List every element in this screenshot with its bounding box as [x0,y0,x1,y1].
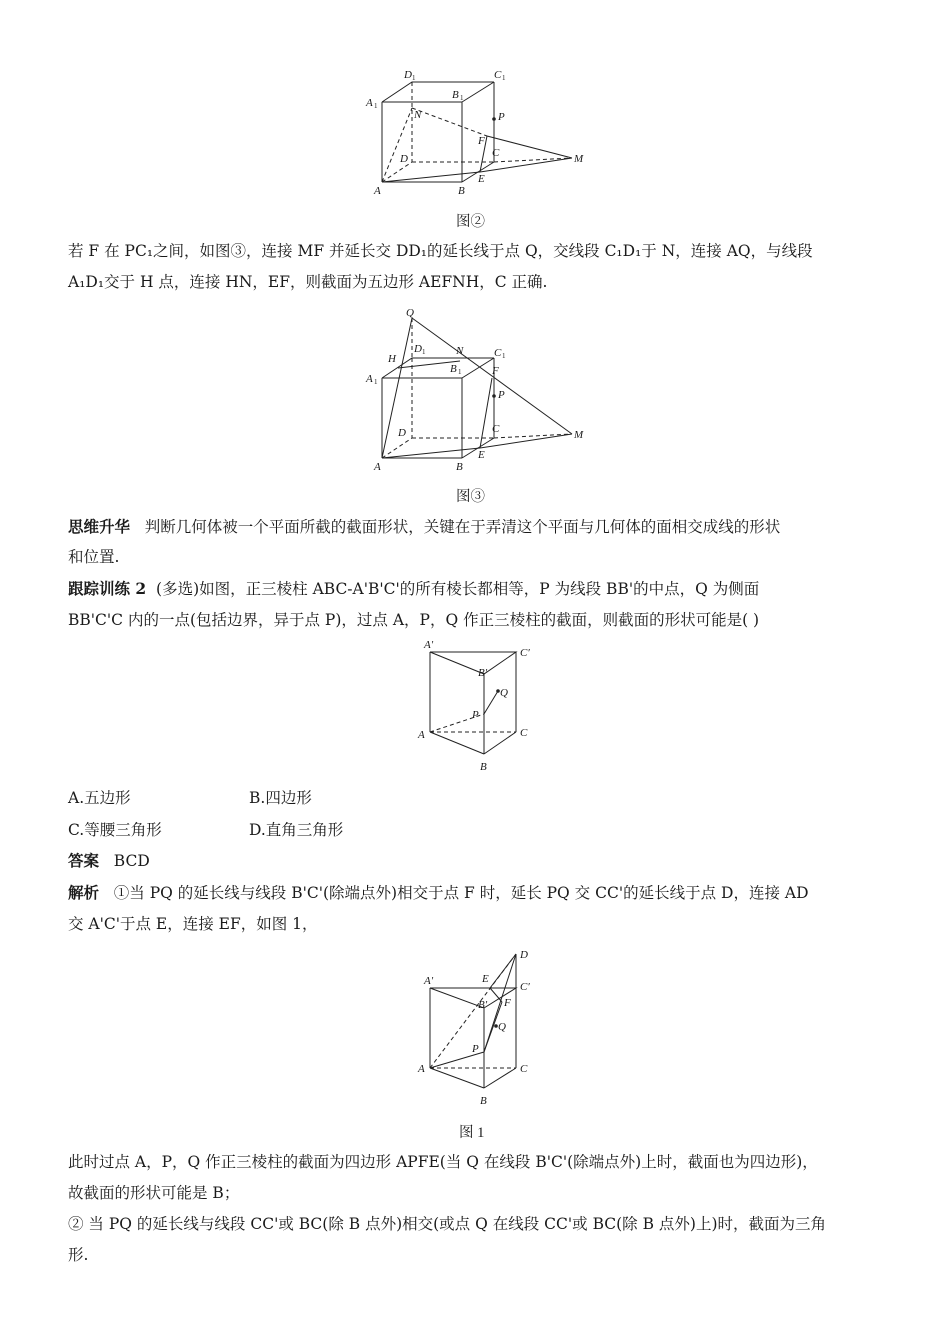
answer-line [68,850,150,872]
exercise-line-2: BB'C'C 内的一点(包括边界，异于点 P)，过点 A，P，Q 作正三棱柱的截面，则截面的形状可能是( ) [68,611,760,629]
label-B-prime: B′ [478,999,488,1011]
label-D: D [520,949,528,961]
label-A: A [374,185,381,197]
analysis-title: 解析 [68,883,100,902]
label-P: P [472,709,479,721]
svg-text:1: 1 [460,94,464,102]
figure-3-cube-diagram [360,306,600,476]
svg-text:1: 1 [458,368,462,376]
figure-3-caption: 图③ [456,489,485,505]
analysis-text: ①当 PQ 的延长线与线段 B'C'(除端点外)相交于点 F 时，延长 PQ 交 CC'的延长线于点 D，连接 AD [113,884,809,902]
label-A1: A [366,373,373,385]
label-D1: D [414,343,422,355]
label-C1: C [494,69,502,81]
insight-title: 思维升华 [68,517,131,536]
label-B: B [480,1095,487,1107]
prism-diagram [412,636,542,776]
label-B: B [480,761,487,773]
label-Q: Q [500,687,508,699]
answer-value: BCD [113,852,150,870]
label-C-prime: C′ [520,647,530,659]
label-C: C [492,147,500,159]
label-A: A [374,461,381,473]
label-D: D [400,153,408,165]
label-C-prime: C′ [520,981,530,993]
label-N: N [456,345,464,357]
label-M: M [574,153,584,165]
label-B: B [458,185,465,197]
paragraph-line: A₁D₁交于 H 点，连接 HN，EF，则截面为五边形 AEFNH，C 正确. [68,273,548,291]
option-d: D.直角三角形 [249,821,344,839]
label-E: E [482,973,489,985]
paragraph-line: ② 当 PQ 的延长线与线段 CC'或 BC(除 B 点外)相交(或点 Q 在线段 CC'或 BC(除 B 点外)上)时，截面为三角 [68,1215,826,1233]
option-b: B.四边形 [249,789,312,807]
label-B: B [456,461,463,473]
label-C1: C [494,347,502,359]
label-Q: Q [498,1021,506,1033]
label-N: N [414,109,422,121]
figure-2-caption: 图② [456,214,485,230]
label-F: F [504,997,511,1009]
figure-1-prism-diagram [412,946,552,1110]
answer-title: 答案 [68,851,100,870]
svg-text:1: 1 [422,348,426,356]
analysis-line-2: 交 A'C'于点 E，连接 EF，如图 1， [68,915,318,933]
insight-text: 判断几何体被一个平面所截的截面形状，关键在于弄清这个平面与几何体的面相交成线的形状 [144,518,781,536]
svg-text:1: 1 [502,74,506,82]
svg-text:1: 1 [502,352,506,360]
label-D: D [398,427,406,439]
figure-1-caption: 图 1 [459,1125,485,1141]
label-A: A [418,729,425,741]
exercise-text: (多选)如图，正三棱柱 ABC-A'B'C'的所有棱长都相等，P 为线段 BB'的中点，Q 为侧面 [156,580,760,598]
paragraph-line: 故截面的形状可能是 B； [68,1184,240,1202]
label-P: P [498,111,505,123]
label-P: P [498,389,505,401]
label-E: E [478,173,485,185]
paragraph-line: 此时过点 A，P，Q 作正三棱柱的截面为四边形 APFE(当 Q 在线段 B'C'(除端点外)上时，截面也为四边形)， [68,1153,818,1171]
insight-line [68,516,780,538]
svg-text:1: 1 [374,102,378,110]
label-F: F [478,135,485,147]
label-P: P [472,1043,479,1055]
option-a: A.五边形 [68,789,131,807]
label-B-prime: B′ [478,667,488,679]
label-C: C [492,423,500,435]
label-A1: A [366,97,373,109]
label-B1: B [452,89,459,101]
label-A-prime: A′ [424,639,434,651]
label-E: E [478,449,485,461]
exercise-title: 跟踪训练 2 [68,579,147,598]
label-Q: Q [406,307,414,319]
label-F: F [492,365,499,377]
label-D1: D [404,69,412,81]
insight-line-2: 和位置. [68,548,120,566]
label-B1: B [450,363,457,375]
paragraph-line: 若 F 在 PC₁之间，如图③，连接 MF 并延长交 DD₁的延长线于点 Q，交线段 C₁D₁于 N，连接 AQ，与线段 [68,242,813,260]
label-M: M [574,429,584,441]
svg-text:1: 1 [412,74,416,82]
label-C: C [520,727,528,739]
analysis-line [68,882,809,904]
label-H: H [388,353,396,365]
option-c: C.等腰三角形 [68,821,162,839]
label-A-prime: A′ [424,975,434,987]
paragraph-line: 形. [68,1246,89,1264]
label-A: A [418,1063,425,1075]
exercise-line [68,578,759,600]
svg-text:1: 1 [374,378,378,386]
figure-2-cube-diagram [360,62,600,202]
label-C: C [520,1063,528,1075]
